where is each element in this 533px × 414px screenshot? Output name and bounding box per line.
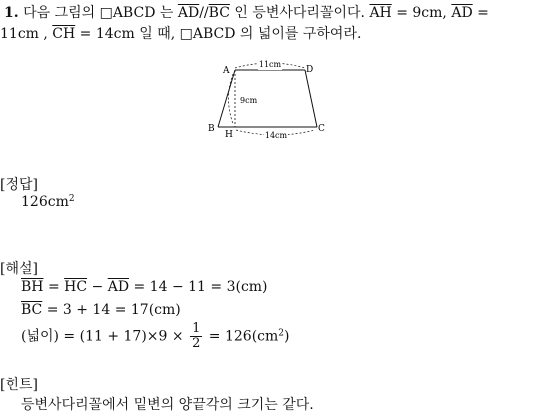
question-text: = <box>472 5 489 21</box>
math-text: ) <box>284 328 290 345</box>
segment-ch: $\overline{CH}$ <box>52 26 76 42</box>
math-text: = <box>43 279 65 295</box>
solution-line-1 <box>21 279 268 295</box>
fraction <box>190 322 202 351</box>
segment-bc: $\overline{BC}$ <box>21 302 43 318</box>
math-text: (넓이) = (11 + 17)×9 × <box>21 328 189 345</box>
vertex-a: A <box>223 66 230 76</box>
label-bottom-length: 14cm <box>264 131 288 140</box>
question-text: 11cm , <box>0 26 53 42</box>
label-height-length: 9cm <box>240 96 258 105</box>
question-line-2 <box>0 23 361 43</box>
answer-title: [정답] <box>0 177 38 193</box>
question-text: = 14cm 일 때, □ABCD 의 넓이를 구하여라. <box>75 26 362 42</box>
math-text: = 3 + 14 = 17(cm) <box>42 302 181 318</box>
answer-exponent: 2 <box>68 194 75 204</box>
question-line-1 <box>4 2 489 22</box>
segment-ad: $\overline{AD}$ <box>107 279 130 295</box>
math-text: = 14 − 11 = 3(cm) <box>129 279 268 295</box>
edge-ab <box>218 70 235 127</box>
answer-number: 126cm <box>21 194 69 210</box>
segment-ah: $\overline{AH}$ <box>369 5 392 21</box>
question-text: 인 등변사다리꼴이다. <box>229 5 370 21</box>
solution-title: [해설] <box>0 261 38 277</box>
math-text: = 126(cm <box>204 328 279 345</box>
vertex-b: B <box>208 124 215 134</box>
segment-ad: $\overline{AD}$ <box>451 5 473 21</box>
solution-line-2 <box>21 302 181 318</box>
segment-ad: $\overline{AD}$ <box>177 5 200 21</box>
height-dimension <box>229 74 234 124</box>
segment-bc: $\overline{BC}$ <box>208 5 230 21</box>
question-text: 다음 그림의 □ABCD 는 <box>23 5 178 21</box>
vertex-c: C <box>318 124 325 134</box>
question-number: 1. <box>4 5 19 21</box>
hint-text: 등변사다리꼴에서 밑변의 양끝각의 크기는 같다. <box>21 397 314 413</box>
edge-dc <box>305 70 317 127</box>
question-text: = 9cm, <box>391 5 452 21</box>
fraction-denominator: 2 <box>192 336 201 351</box>
parallel-sign: // <box>199 5 209 21</box>
math-text: − <box>87 279 108 295</box>
area-exponent: 2 <box>278 328 285 339</box>
segment-bh: $\overline{BH}$ <box>21 279 44 295</box>
label-top-length: 11cm <box>258 60 282 69</box>
segment-hc: $\overline{HC}$ <box>64 279 88 295</box>
solution-line-3 <box>21 322 289 351</box>
vertex-h: H <box>225 130 233 140</box>
fraction-numerator: 1 <box>192 321 201 336</box>
trapezoid-figure <box>200 56 335 144</box>
answer-value <box>21 194 75 210</box>
hint-title: [힌트] <box>0 377 38 393</box>
vertex-d: D <box>306 65 314 75</box>
